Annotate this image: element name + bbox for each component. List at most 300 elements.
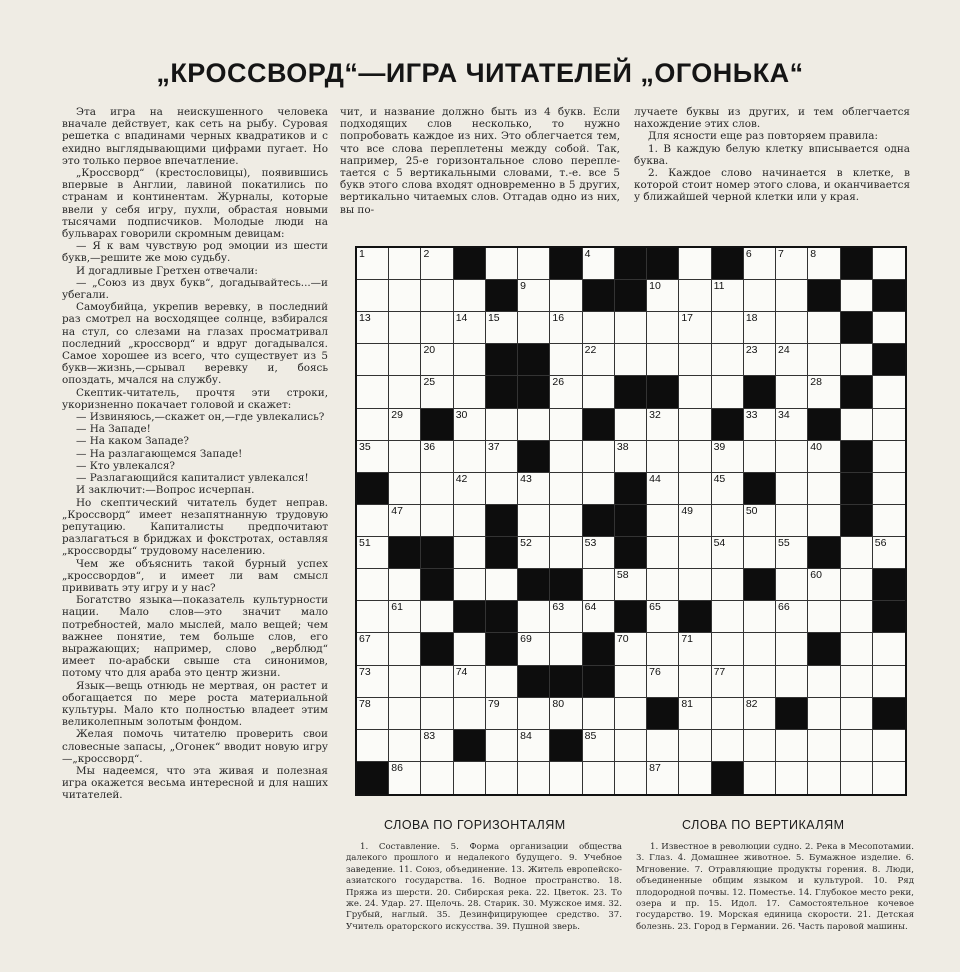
white-cell[interactable] xyxy=(486,409,518,441)
black-cell xyxy=(454,248,486,280)
white-cell[interactable] xyxy=(744,633,776,665)
paragraph: Желая помочь читателю проверить свои словесные запасы, „Огонек“ вводит новую игру—„кроссворд“. xyxy=(62,728,328,765)
white-cell[interactable] xyxy=(421,601,453,633)
clue-number: 76 xyxy=(649,665,661,678)
white-cell[interactable] xyxy=(518,730,550,762)
white-cell[interactable] xyxy=(841,569,873,601)
black-cell xyxy=(808,280,840,312)
white-cell[interactable] xyxy=(550,376,582,408)
white-cell[interactable] xyxy=(583,730,615,762)
white-cell[interactable] xyxy=(550,441,582,473)
white-cell[interactable] xyxy=(454,280,486,312)
white-cell[interactable] xyxy=(679,409,711,441)
white-cell[interactable] xyxy=(873,666,905,698)
white-cell[interactable] xyxy=(357,312,389,344)
white-cell[interactable] xyxy=(389,376,421,408)
white-cell[interactable] xyxy=(486,441,518,473)
white-cell[interactable] xyxy=(841,698,873,730)
white-cell[interactable] xyxy=(808,601,840,633)
white-cell[interactable] xyxy=(841,409,873,441)
paragraph: — „Союз из двух букв“, догадывайтесь...—и убегали. xyxy=(62,276,328,302)
white-cell[interactable] xyxy=(647,344,679,376)
white-cell[interactable] xyxy=(679,280,711,312)
white-cell[interactable] xyxy=(712,666,744,698)
white-cell[interactable] xyxy=(550,698,582,730)
black-cell xyxy=(873,698,905,730)
white-cell[interactable] xyxy=(841,633,873,665)
white-cell[interactable] xyxy=(486,473,518,505)
white-cell[interactable] xyxy=(550,473,582,505)
white-cell[interactable] xyxy=(454,312,486,344)
white-cell[interactable] xyxy=(712,473,744,505)
white-cell[interactable] xyxy=(744,537,776,569)
white-cell[interactable] xyxy=(389,505,421,537)
white-cell[interactable] xyxy=(679,248,711,280)
white-cell[interactable] xyxy=(583,312,615,344)
white-cell[interactable] xyxy=(357,569,389,601)
white-cell[interactable] xyxy=(808,312,840,344)
black-cell xyxy=(486,376,518,408)
white-cell[interactable] xyxy=(615,666,647,698)
white-cell[interactable] xyxy=(808,569,840,601)
clue-number: 86 xyxy=(391,761,403,774)
clue-number: 16 xyxy=(552,312,565,325)
white-cell[interactable] xyxy=(873,312,905,344)
white-cell[interactable] xyxy=(776,376,808,408)
black-cell xyxy=(712,248,744,280)
white-cell[interactable] xyxy=(454,569,486,601)
paragraph: Самоубийца, укрепив веревку, в последний раз смотрел на восходящее солнце, взбирался на стул, со слезами на глазах просматривал последний „кроссворд“ и вдруг догадывался. Самое хорошее из всего, что существует из 5 букв—жизнь,—срывал веревку и, боясь опоздать, мчался на службу. xyxy=(62,301,328,387)
white-cell[interactable] xyxy=(357,441,389,473)
white-cell[interactable] xyxy=(583,537,615,569)
white-cell[interactable] xyxy=(550,312,582,344)
clue-number: 25 xyxy=(423,376,436,389)
white-cell[interactable] xyxy=(357,633,389,665)
white-cell[interactable] xyxy=(550,344,582,376)
white-cell[interactable] xyxy=(841,344,873,376)
white-cell[interactable] xyxy=(550,633,582,665)
white-cell[interactable] xyxy=(712,344,744,376)
white-cell[interactable] xyxy=(421,280,453,312)
white-cell[interactable] xyxy=(583,762,615,794)
white-cell[interactable] xyxy=(679,698,711,730)
white-cell[interactable] xyxy=(841,762,873,794)
white-cell[interactable] xyxy=(679,730,711,762)
white-cell[interactable] xyxy=(615,569,647,601)
black-cell xyxy=(486,344,518,376)
white-cell[interactable] xyxy=(776,762,808,794)
white-cell[interactable] xyxy=(873,376,905,408)
white-cell[interactable] xyxy=(389,473,421,505)
white-cell[interactable] xyxy=(776,633,808,665)
white-cell[interactable] xyxy=(454,633,486,665)
white-cell[interactable] xyxy=(808,698,840,730)
white-cell[interactable] xyxy=(776,569,808,601)
white-cell[interactable] xyxy=(389,312,421,344)
white-cell[interactable] xyxy=(647,730,679,762)
horizontal-clues-text: 1. Составление. 5. Форма организации общества далекого прошлого и недалекого будущего. 9. Учебное заведение. 11. Союз, объединение. 13. Житель европейско-азиатского государства. 16. Водное пространство. 18. Пряжа из шерсти. 20. Сибирская река. 22. Цветок. 23. То же. 24. Удар. 27. Щелочь. 28. Старик. 30. Мужское имя. 32. Грубый, наглый. 35. Дезинфицирующее средство. 37. Учитель ораторского искусства. 39. Пушной зверь. xyxy=(346,842,622,932)
black-cell xyxy=(841,473,873,505)
white-cell[interactable] xyxy=(357,376,389,408)
white-cell[interactable] xyxy=(873,505,905,537)
white-cell[interactable] xyxy=(518,409,550,441)
white-cell[interactable] xyxy=(454,441,486,473)
clue-number: 56 xyxy=(874,537,887,550)
black-cell xyxy=(518,376,550,408)
white-cell[interactable] xyxy=(583,601,615,633)
white-cell[interactable] xyxy=(841,280,873,312)
white-cell[interactable] xyxy=(647,505,679,537)
white-cell[interactable] xyxy=(421,698,453,730)
paragraph: Скептик-читатель, прочтя эти строки, укоризненно покачает головой и скажет: xyxy=(62,386,328,411)
white-cell[interactable] xyxy=(712,312,744,344)
white-cell[interactable] xyxy=(357,601,389,633)
clue-number: 14 xyxy=(455,312,468,325)
white-cell[interactable] xyxy=(454,698,486,730)
white-cell[interactable] xyxy=(518,505,550,537)
white-cell[interactable] xyxy=(389,441,421,473)
vertical-clues xyxy=(636,842,914,970)
black-cell xyxy=(486,601,518,633)
clue-number: 66 xyxy=(778,601,790,614)
clue-number: 47 xyxy=(391,504,403,517)
white-cell[interactable] xyxy=(679,762,711,794)
white-cell[interactable] xyxy=(357,505,389,537)
white-cell[interactable] xyxy=(744,730,776,762)
black-cell xyxy=(454,730,486,762)
white-cell[interactable] xyxy=(357,248,389,280)
white-cell[interactable] xyxy=(776,473,808,505)
white-cell[interactable] xyxy=(647,666,679,698)
white-cell[interactable] xyxy=(873,730,905,762)
white-cell[interactable] xyxy=(454,537,486,569)
white-cell[interactable] xyxy=(647,473,679,505)
white-cell[interactable] xyxy=(486,248,518,280)
clue-number: 53 xyxy=(584,537,597,550)
clue-number: 13 xyxy=(359,312,371,325)
white-cell[interactable] xyxy=(776,537,808,569)
white-cell[interactable] xyxy=(550,762,582,794)
black-cell xyxy=(808,409,840,441)
white-cell[interactable] xyxy=(518,312,550,344)
white-cell[interactable] xyxy=(647,312,679,344)
white-cell[interactable] xyxy=(712,376,744,408)
clue-number: 1 xyxy=(359,248,365,260)
white-cell[interactable] xyxy=(421,730,453,762)
white-cell[interactable] xyxy=(841,730,873,762)
paragraph: 2. Каждое слово начинается в клетке, в которой стоит номер этого слова, и оканчивается у ближайшей черной клетки или у края. xyxy=(634,167,910,204)
white-cell[interactable] xyxy=(679,537,711,569)
white-cell[interactable] xyxy=(486,730,518,762)
white-cell[interactable] xyxy=(647,537,679,569)
white-cell[interactable] xyxy=(583,248,615,280)
clue-number: 80 xyxy=(552,697,565,710)
white-cell[interactable] xyxy=(712,730,744,762)
white-cell[interactable] xyxy=(389,248,421,280)
clue-number: 49 xyxy=(681,504,694,517)
white-cell[interactable] xyxy=(486,312,518,344)
white-cell[interactable] xyxy=(550,280,582,312)
white-cell[interactable] xyxy=(389,698,421,730)
paragraph: — На Западе! xyxy=(76,423,151,436)
white-cell[interactable] xyxy=(776,248,808,280)
white-cell[interactable] xyxy=(357,730,389,762)
black-cell xyxy=(583,666,615,698)
clue-number: 29 xyxy=(391,408,403,421)
white-cell[interactable] xyxy=(421,344,453,376)
white-cell[interactable] xyxy=(712,505,744,537)
black-cell xyxy=(615,537,647,569)
paragraph: — Извиняюсь,—скажет он,—где увлекались? xyxy=(76,411,325,424)
white-cell[interactable] xyxy=(776,409,808,441)
white-cell[interactable] xyxy=(808,762,840,794)
white-cell[interactable] xyxy=(550,601,582,633)
clue-number: 26 xyxy=(552,376,565,389)
white-cell[interactable] xyxy=(679,505,711,537)
white-cell[interactable] xyxy=(647,280,679,312)
white-cell[interactable] xyxy=(679,376,711,408)
white-cell[interactable] xyxy=(615,409,647,441)
white-cell[interactable] xyxy=(421,666,453,698)
white-cell[interactable] xyxy=(744,601,776,633)
paragraph: — Кто увлекался? xyxy=(76,459,175,472)
black-cell xyxy=(486,280,518,312)
white-cell[interactable] xyxy=(808,505,840,537)
clue-number: 33 xyxy=(745,408,758,421)
black-cell xyxy=(841,376,873,408)
white-cell[interactable] xyxy=(550,409,582,441)
white-cell[interactable] xyxy=(421,376,453,408)
clue-number: 60 xyxy=(810,569,822,582)
white-cell[interactable] xyxy=(744,344,776,376)
white-cell[interactable] xyxy=(776,344,808,376)
white-cell[interactable] xyxy=(808,473,840,505)
white-cell[interactable] xyxy=(776,312,808,344)
white-cell[interactable] xyxy=(486,762,518,794)
white-cell[interactable] xyxy=(389,569,421,601)
white-cell[interactable] xyxy=(647,633,679,665)
white-cell[interactable] xyxy=(873,633,905,665)
white-cell[interactable] xyxy=(647,409,679,441)
white-cell[interactable] xyxy=(712,569,744,601)
clue-number: 43 xyxy=(520,472,532,485)
white-cell[interactable] xyxy=(357,344,389,376)
white-cell[interactable] xyxy=(679,441,711,473)
white-cell[interactable] xyxy=(583,569,615,601)
white-cell[interactable] xyxy=(808,730,840,762)
clue-number: 74 xyxy=(455,665,468,678)
clue-number: 73 xyxy=(359,665,371,678)
white-cell[interactable] xyxy=(873,441,905,473)
white-cell[interactable] xyxy=(808,376,840,408)
white-cell[interactable] xyxy=(615,441,647,473)
paragraph: И догадливые Гретхен отвечали: xyxy=(76,264,258,277)
clue-number: 34 xyxy=(778,408,790,421)
white-cell[interactable] xyxy=(357,409,389,441)
white-cell[interactable] xyxy=(583,376,615,408)
white-cell[interactable] xyxy=(615,344,647,376)
white-cell[interactable] xyxy=(744,248,776,280)
vertical-clues-heading: СЛОВА ПО ВЕРТИКАЛЯМ xyxy=(682,818,845,832)
white-cell[interactable] xyxy=(647,762,679,794)
black-cell xyxy=(615,601,647,633)
white-cell[interactable] xyxy=(615,762,647,794)
black-cell xyxy=(647,698,679,730)
white-cell[interactable] xyxy=(615,698,647,730)
white-cell[interactable] xyxy=(550,537,582,569)
clue-number: 20 xyxy=(423,344,436,357)
white-cell[interactable] xyxy=(808,248,840,280)
white-cell[interactable] xyxy=(615,633,647,665)
white-cell[interactable] xyxy=(776,280,808,312)
white-cell[interactable] xyxy=(389,280,421,312)
white-cell[interactable] xyxy=(421,473,453,505)
clue-number: 42 xyxy=(455,472,468,485)
white-cell[interactable] xyxy=(647,441,679,473)
white-cell[interactable] xyxy=(518,762,550,794)
white-cell[interactable] xyxy=(776,730,808,762)
white-cell[interactable] xyxy=(873,409,905,441)
white-cell[interactable] xyxy=(421,762,453,794)
white-cell[interactable] xyxy=(712,537,744,569)
white-cell[interactable] xyxy=(679,666,711,698)
column-2-text: чит, и название должно быть из 4 букв. Если подходящих слов несколько, то нужно попробовать каждое из них. Это облегчается тем, что все слова переплетены между собой. Так, например, 25-е горизонтальное слово переплетается с 5 вертикальными словами, т.-е. все 5 букв этого слова входят одновременно в 5 других, вертикально читаемых слов. Отгадав одно из них, вы по- xyxy=(340,106,620,216)
white-cell[interactable] xyxy=(357,537,389,569)
black-cell xyxy=(550,248,582,280)
white-cell[interactable] xyxy=(421,312,453,344)
white-cell[interactable] xyxy=(389,601,421,633)
white-cell[interactable] xyxy=(421,505,453,537)
white-cell[interactable] xyxy=(454,376,486,408)
black-cell xyxy=(841,441,873,473)
white-cell[interactable] xyxy=(712,633,744,665)
white-cell[interactable] xyxy=(744,280,776,312)
black-cell xyxy=(583,633,615,665)
white-cell[interactable] xyxy=(518,698,550,730)
black-cell xyxy=(841,505,873,537)
white-cell[interactable] xyxy=(454,473,486,505)
white-cell[interactable] xyxy=(744,666,776,698)
paragraph: Чем же объяснить такой бурный успех „кроссвордов“, и имеет ли вам смысл прививать эту игру и у нас? xyxy=(62,557,328,594)
white-cell[interactable] xyxy=(454,762,486,794)
black-cell xyxy=(808,633,840,665)
white-cell[interactable] xyxy=(873,473,905,505)
white-cell[interactable] xyxy=(389,409,421,441)
white-cell[interactable] xyxy=(389,633,421,665)
white-cell[interactable] xyxy=(583,698,615,730)
white-cell[interactable] xyxy=(486,666,518,698)
white-cell[interactable] xyxy=(679,312,711,344)
white-cell[interactable] xyxy=(454,344,486,376)
white-cell[interactable] xyxy=(647,569,679,601)
white-cell[interactable] xyxy=(776,601,808,633)
white-cell[interactable] xyxy=(389,666,421,698)
white-cell[interactable] xyxy=(712,280,744,312)
white-cell[interactable] xyxy=(744,698,776,730)
white-cell[interactable] xyxy=(454,409,486,441)
clue-number: 37 xyxy=(487,440,500,453)
white-cell[interactable] xyxy=(389,730,421,762)
white-cell[interactable] xyxy=(518,537,550,569)
white-cell[interactable] xyxy=(518,633,550,665)
white-cell[interactable] xyxy=(712,698,744,730)
white-cell[interactable] xyxy=(357,698,389,730)
white-cell[interactable] xyxy=(518,601,550,633)
white-cell[interactable] xyxy=(454,666,486,698)
white-cell[interactable] xyxy=(776,666,808,698)
paragraph: Богатство языка—показатель культурности нации. Мало слов—это значит мало потребностей, мало мыслей, мало вещей; чем важнее понятие, тем больше слов, его выражающих; например, слово „верблюд“ имеет по-арабски свыше ста синонимов, потому что для араба это центр жизни. xyxy=(62,594,328,680)
white-cell[interactable] xyxy=(583,441,615,473)
white-cell[interactable] xyxy=(679,344,711,376)
black-cell xyxy=(550,666,582,698)
white-cell[interactable] xyxy=(518,473,550,505)
white-cell[interactable] xyxy=(712,601,744,633)
white-cell[interactable] xyxy=(841,601,873,633)
white-cell[interactable] xyxy=(679,473,711,505)
clue-number: 54 xyxy=(713,537,726,550)
white-cell[interactable] xyxy=(712,441,744,473)
white-cell[interactable] xyxy=(744,441,776,473)
white-cell[interactable] xyxy=(808,344,840,376)
white-cell[interactable] xyxy=(550,505,582,537)
white-cell[interactable] xyxy=(518,248,550,280)
white-cell[interactable] xyxy=(776,441,808,473)
white-cell[interactable] xyxy=(808,666,840,698)
white-cell[interactable] xyxy=(744,762,776,794)
black-cell xyxy=(679,601,711,633)
white-cell[interactable] xyxy=(873,537,905,569)
white-cell[interactable] xyxy=(808,441,840,473)
white-cell[interactable] xyxy=(421,441,453,473)
white-cell[interactable] xyxy=(486,698,518,730)
crossword-grid[interactable] xyxy=(355,246,907,796)
white-cell[interactable] xyxy=(615,730,647,762)
clue-number: 2 xyxy=(423,248,430,260)
white-cell[interactable] xyxy=(486,569,518,601)
clue-number: 69 xyxy=(520,633,532,646)
white-cell[interactable] xyxy=(389,344,421,376)
white-cell[interactable] xyxy=(518,280,550,312)
white-cell[interactable] xyxy=(744,312,776,344)
paragraph: — На разлагающемся Западе! xyxy=(76,447,243,460)
white-cell[interactable] xyxy=(615,312,647,344)
white-cell[interactable] xyxy=(421,248,453,280)
clue-number: 81 xyxy=(681,697,694,710)
white-cell[interactable] xyxy=(647,601,679,633)
white-cell[interactable] xyxy=(873,248,905,280)
white-cell[interactable] xyxy=(583,344,615,376)
paragraph: лучаете буквы из других, и тем облегчается нахождение этих слов. xyxy=(634,106,910,131)
white-cell[interactable] xyxy=(679,633,711,665)
white-cell[interactable] xyxy=(357,280,389,312)
white-cell[interactable] xyxy=(357,666,389,698)
white-cell[interactable] xyxy=(744,505,776,537)
clue-number: 15 xyxy=(487,312,500,325)
white-cell[interactable] xyxy=(583,473,615,505)
horizontal-clues xyxy=(346,842,622,970)
white-cell[interactable] xyxy=(776,505,808,537)
white-cell[interactable] xyxy=(841,537,873,569)
white-cell[interactable] xyxy=(679,569,711,601)
white-cell[interactable] xyxy=(744,409,776,441)
black-cell xyxy=(518,569,550,601)
white-cell[interactable] xyxy=(454,505,486,537)
white-cell[interactable] xyxy=(841,666,873,698)
clue-number: 84 xyxy=(520,729,532,742)
clue-number: 61 xyxy=(391,601,403,614)
white-cell[interactable] xyxy=(389,762,421,794)
white-cell[interactable] xyxy=(873,762,905,794)
